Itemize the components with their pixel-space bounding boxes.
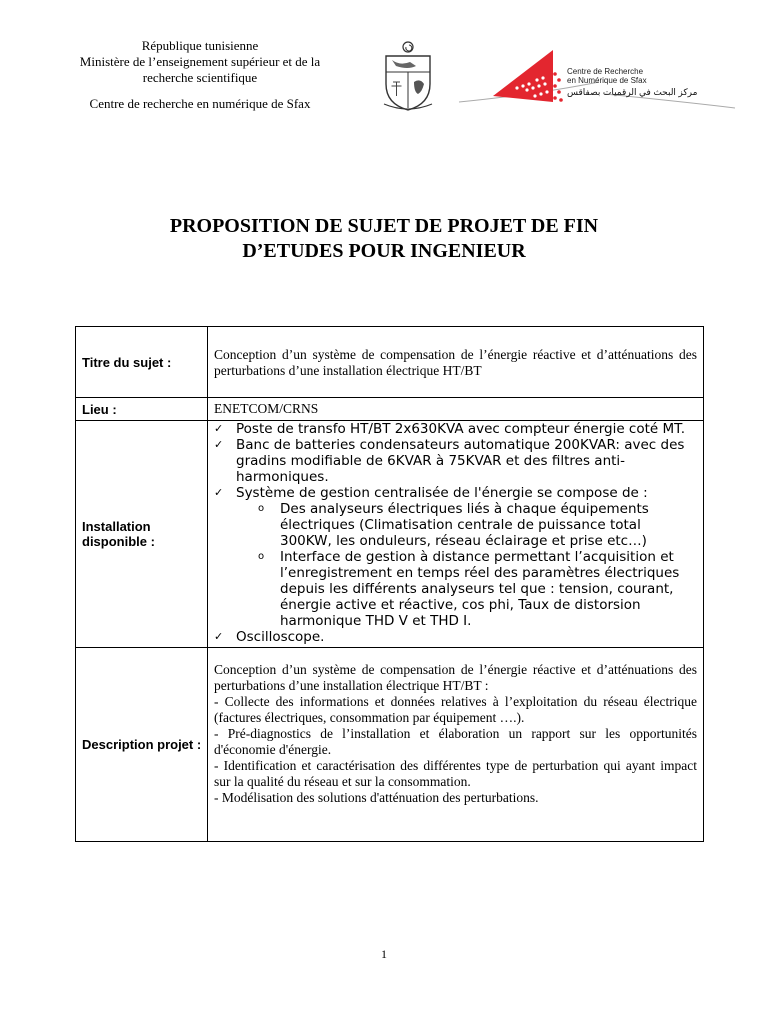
list-item <box>208 629 695 645</box>
logo-line-2: en Numérique de Sfax <box>567 76 647 85</box>
list-item <box>208 421 695 437</box>
list-item <box>208 549 695 629</box>
document-title <box>60 214 708 264</box>
titre-label: Titre du sujet : <box>76 327 208 398</box>
desc-line-1: - Collecte des informations et données relatives à l’exploitation du réseau électrique (factures électriques, consommation par équipement ….). <box>214 694 697 725</box>
centre-name: Centre de recherche en numérique de Sfax <box>89 96 311 111</box>
table-row <box>76 327 704 398</box>
list-item <box>208 501 695 549</box>
page-number: 1 <box>381 947 387 961</box>
ministry-line-2: recherche scientifique <box>142 70 258 85</box>
subject-table <box>75 326 704 842</box>
install-value <box>208 421 704 648</box>
install-item-3: Système de gestion centralisée de l'énergie se compose de : <box>236 485 648 501</box>
table-row <box>76 398 704 421</box>
titre-value: Conception d’un système de compensation de l’énergie réactive et d’atténuations des perturbations d’une installation électrique HT/BT <box>208 327 704 398</box>
checkmark-icon: ✓ <box>214 486 224 499</box>
desc-line-3: - Identification et caractérisation des différentes type de perturbation qui ayant impact sur la qualité du réseau et sur la consommation. <box>214 758 697 789</box>
install-sub-2: Interface de gestion à distance permettant l’acquisition et l’enregistrement en temps réel des paramètres électriques depuis les différents analyseurs tel que : tension, courant, énergie active et réactive, cos phi, Taux de distorsion harmonique THD V et THD I. <box>280 549 680 629</box>
install-label: Installation disponible : <box>76 421 208 648</box>
lieu-value: ENETCOM/CRNS <box>208 398 704 421</box>
coat-of-arms-icon <box>378 38 438 113</box>
checkmark-icon: ✓ <box>214 630 224 643</box>
institution-header <box>50 38 350 112</box>
desc-value <box>208 648 704 842</box>
lieu-label: Lieu : <box>76 398 208 421</box>
desc-label: Description projet : <box>76 648 208 842</box>
table-row <box>76 648 704 842</box>
desc-line-4: - Modélisation des solutions d'atténuation des perturbations. <box>214 790 539 805</box>
circle-bullet-icon: o <box>258 551 265 562</box>
table-row <box>76 421 704 648</box>
desc-line-2: - Pré-diagnostics de l’installation et élaboration un rapport sur les opportunités d'économie d'énergie. <box>214 726 697 757</box>
list-item <box>208 485 695 501</box>
install-item-1: Poste de transfo HT/BT 2x630KVA avec compteur énergie coté MT. <box>236 421 686 437</box>
checkmark-icon: ✓ <box>214 422 224 435</box>
title-line-2: D’ETUDES POUR INGENIEUR <box>242 240 526 262</box>
circle-bullet-icon: o <box>258 503 265 514</box>
checkmark-icon: ✓ <box>214 438 224 451</box>
republic-line: République tunisienne <box>141 38 259 53</box>
desc-intro: Conception d’un système de compensation de l’énergie réactive et d’atténuations des perturbations d’une installation électrique HT/BT : <box>214 662 697 693</box>
ministry-line-1: Ministère de l’enseignement supérieur et de la <box>79 54 321 69</box>
crns-logo-text <box>567 67 697 97</box>
install-sub-1: Des analyseurs électriques liés à chaque équipements électriques (Climatisation centrale de puissance total 300KW, les onduleurs, réseau éclairage et prise etc…) <box>280 501 649 549</box>
list-item <box>208 437 695 485</box>
install-item-2: Banc de batteries condensateurs automatique 200KVAR: avec des gradins modifiable de 6KVAR à 75KVAR et des filtres anti-harmoniques. <box>236 437 685 485</box>
logo-line-1: Centre de Recherche <box>567 67 644 76</box>
install-item-4: Oscilloscope. <box>236 629 325 645</box>
title-line-1: PROPOSITION DE SUJET DE PROJET DE FIN <box>169 215 599 237</box>
logo-arabic: مركز البحث في الرقميات بصفاقس <box>567 87 698 97</box>
